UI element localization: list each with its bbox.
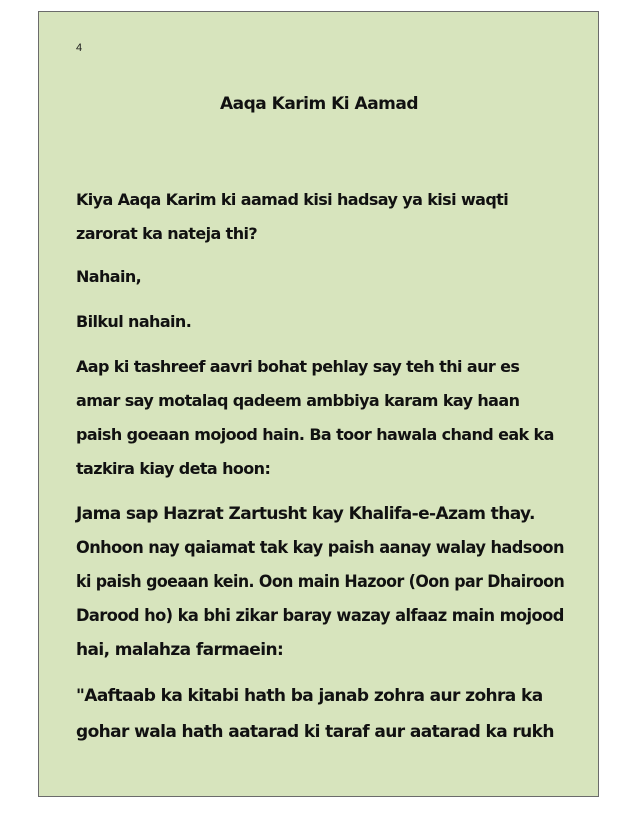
paragraph-quotation (76, 678, 566, 750)
text-line: hai, malahza farmaein: (76, 640, 284, 660)
text-line: amar say motalaq qadeem ambbiya karam kay haan (76, 391, 520, 410)
text-line: Kiya Aaqa Karim ki aamad kisi hadsay ya kisi waqti (76, 190, 509, 209)
text-line: tazkira kiay deta hoon: (76, 459, 271, 478)
text-line: ki paish goeaan kein. Oon main Hazoor (Oon par Dhairoon (76, 572, 565, 592)
text-line: Bilkul nahain. (76, 312, 192, 331)
text-line: Onhoon nay qaiamat tak kay paish aanay walay hadsoon (76, 538, 564, 558)
text-line: Aap ki tashreef aavri bohat pehlay say teh thi aur es (76, 357, 520, 376)
paragraph-tashreef (76, 350, 566, 486)
text-line: Darood ho) ka bhi zikar baray wazay alfaaz main mojood (76, 606, 564, 626)
document-title: Aaqa Karim Ki Aamad (219, 94, 419, 114)
text-line: Jama sap Hazrat Zartusht kay Khalifa-e-Azam thay. (76, 504, 535, 524)
paragraph-nahain (76, 260, 566, 294)
text-line: zarorat ka nateja thi? (76, 224, 258, 243)
text-line: "Aaftaab ka kitabi hath ba janab zohra aur zohra ka (76, 686, 543, 706)
text-line: paish goeaan mojood hain. Ba toor hawala chand eak ka (76, 425, 554, 444)
text-line: gohar wala hath aatarad ki taraf aur aatarad ka rukh (76, 722, 554, 742)
paragraph-question (76, 183, 566, 251)
page-number: 4 (76, 42, 83, 54)
paragraph-bilkul-nahain (76, 305, 566, 339)
paragraph-zartusht (76, 497, 566, 667)
text-line: Nahain, (76, 267, 142, 286)
